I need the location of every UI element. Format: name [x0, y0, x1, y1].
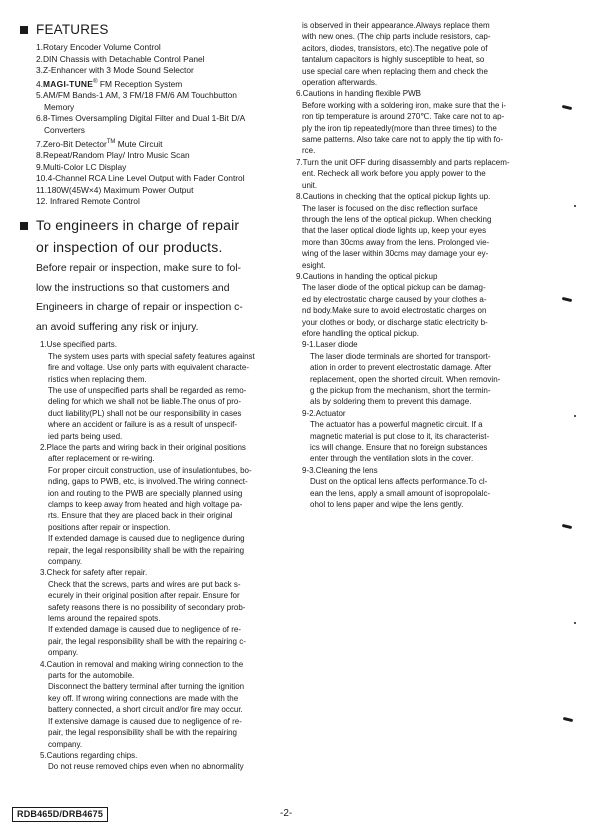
- left-column: [18, 22, 290, 773]
- safety-item-line: operation afterwards.: [302, 78, 378, 88]
- safety-item-line: duct liability(PL) shall not be our responsibility in cases: [48, 408, 242, 418]
- safety-item-line: key off. If wrong wiring connections are made with the: [48, 693, 239, 703]
- sub-item-line: ics will change. Ensure that no foreign substances: [310, 443, 488, 453]
- safety-item-line: tantalum capacitors is highly susceptible to heat, so: [302, 55, 485, 65]
- feature-text: Zero-Bit Detector: [43, 138, 107, 149]
- feature-number: 4.: [36, 78, 43, 89]
- feature-item: [18, 113, 290, 125]
- engineers-intro: [18, 261, 290, 336]
- safety-item-heading: 4.Caution in removal and making wiring connection to the: [40, 659, 244, 669]
- intro-line: Engineers in charge of repair or inspection c-: [36, 302, 243, 314]
- feature-item: [18, 196, 290, 208]
- safety-item-line: ed by electrostatic charge caused by your clothes a-: [302, 294, 487, 304]
- safety-item-line: same patterns. Also take care not to apply the tip with fo-: [302, 135, 503, 145]
- safety-item-line: unit.: [302, 180, 318, 190]
- feature-text: FM Reception System: [97, 78, 183, 89]
- sub-item-line: g the pickup from the mechanism, short the termin-: [310, 386, 491, 395]
- safety-item-line: ion and routing to the PWB are specially planned using: [48, 488, 243, 498]
- feature-text: Rotary Encoder Volume Control: [43, 42, 161, 52]
- sub-item-line: The actuator has a powerful magnetic circuit. If a: [310, 420, 483, 430]
- safety-item-heading: 2.Place the parts and wiring back in their original positions: [40, 442, 246, 452]
- safety-item-line: after replacement or re-wiring.: [48, 454, 155, 464]
- safety-item-line: Do not reuse removed chips even when no abnormality: [48, 762, 244, 772]
- safety-item-line: company.: [48, 739, 83, 749]
- safety-item-heading: 8.Cautions in checking that the optical pickup lights up.: [296, 192, 491, 202]
- feature-text: DIN Chassis with Detachable Control Panel: [43, 53, 205, 64]
- safety-item-line: pair, the legal responsibility shall be with the repairing c-: [48, 636, 246, 646]
- engineers-title-line2: or inspection of our products.: [36, 238, 223, 255]
- safety-item: [18, 567, 290, 658]
- safety-item-line: is observed in their appearance.Always replace them: [302, 21, 490, 30]
- safety-item-line: more than 30cms away from the lens. Prolonged vie-: [302, 237, 490, 247]
- safety-item: [18, 750, 290, 773]
- right-safety-items: [296, 20, 568, 510]
- sub-item-line: als by soldering them to prevent this damage.: [310, 397, 472, 407]
- feature-number: 8.: [36, 149, 43, 160]
- safety-item-line: ecurely in their original position after repair. Ensure for: [48, 591, 240, 601]
- bullet-square-icon: [20, 222, 28, 230]
- safety-item-line: fire and voltage. Use only parts with equivalent characte-: [48, 363, 249, 373]
- safety-item-line: For proper circuit construction, use of insulationtubes, bo-: [48, 465, 252, 475]
- magi-tune-logo: MAGI-TUNE: [43, 78, 94, 89]
- feature-item: [18, 150, 290, 162]
- safety-item-line: efore handling the optical pickup.: [302, 328, 419, 338]
- safety-item-line: ristics when replacing them.: [48, 374, 147, 384]
- sub-item-heading: 9-1.Laser diode: [302, 340, 358, 350]
- safety-item-line: through the lens of the optical pickup. When checking: [302, 214, 492, 224]
- safety-item: [296, 339, 568, 407]
- safety-item-line: with new ones. (The chip parts include resistors, cap-: [302, 32, 491, 42]
- safety-item-line: rts. Ensure that they are placed back in their original: [48, 511, 233, 521]
- sub-item-line: ation in order to prevent electrostatic damage. After: [310, 363, 492, 373]
- feature-item: [18, 137, 290, 150]
- feature-number: 12.: [36, 196, 48, 207]
- trademark-mark: TM: [106, 138, 116, 145]
- registered-mark: ®: [93, 78, 98, 85]
- features-list: [18, 42, 290, 208]
- features-heading: [18, 22, 290, 38]
- safety-item-line: Before working with a soldering iron, make sure that the i-: [302, 100, 507, 110]
- safety-item-heading: 3.Check for safety after repair.: [40, 568, 148, 578]
- sub-item-line: magnetic material is put close to it, its characterist-: [310, 431, 490, 441]
- feature-text: Infrared Remote Control: [47, 196, 140, 207]
- safety-item-line: company.: [48, 557, 83, 566]
- sub-item-heading: 9-3.Cleaning the lens: [302, 465, 378, 475]
- bullet-square-icon: [20, 26, 28, 34]
- scan-dot: [574, 415, 576, 417]
- safety-item: [296, 408, 568, 465]
- safety-item-line: where an accident or failure is as a result of unspecif-: [48, 420, 237, 430]
- safety-item-line: rce.: [302, 146, 316, 156]
- safety-item: [296, 157, 568, 191]
- safety-item-line: The system uses parts with special safety features against: [48, 351, 255, 361]
- safety-item-line: safety reasons there is no possibility of secondary prob-: [48, 602, 246, 612]
- safety-item: [18, 442, 290, 567]
- feature-text-after: Mute Circuit: [115, 138, 163, 149]
- left-safety-items: [18, 339, 290, 772]
- feature-text: 8-Times Oversampling Digital Filter and Dual 1-Bit D/A: [43, 113, 246, 124]
- safety-item-line: If extensive damage is caused due to negligence of re-: [48, 716, 242, 726]
- feature-number: 6.: [36, 113, 43, 124]
- safety-item-line: acitors, diodes, transistors, etc).The negative pole of: [302, 43, 488, 53]
- feature-continuation: [18, 125, 290, 137]
- feature-number: 5.: [36, 90, 43, 101]
- feature-text: 180W(45W×4) Maximum Power Output: [47, 184, 194, 195]
- safety-item-line: ron tip temperature is around 270℃. Take care not to ap-: [302, 112, 505, 122]
- safety-item-line: ent. Recheck all work before you apply power to the: [302, 169, 486, 179]
- safety-item-line: that the laser optical diode lights up, keep your eyes: [302, 226, 487, 236]
- safety-item-line: nding, gaps to PWB, etc, is involved.The wiring connect-: [48, 477, 248, 487]
- safety-item: [18, 339, 290, 442]
- safety-item-line: The laser diode of the optical pickup can be damag-: [302, 283, 486, 293]
- feature-text: 4-Channel RCA Line Level Output with Fader Control: [47, 173, 245, 184]
- feature-number: 2.: [36, 53, 43, 64]
- safety-item-line: ply the iron tip repeatedly(more than three times) to the: [302, 123, 497, 133]
- safety-item-line: battery connected, a short circuit and/or fire may occur.: [48, 705, 243, 715]
- sub-item-line: ean the lens, apply a small amount of isopropolalc-: [310, 488, 491, 498]
- right-column: [296, 20, 568, 510]
- safety-item-line: repair, the legal responsibility shall be with the repairing: [48, 545, 245, 555]
- safety-item: [296, 271, 568, 339]
- feature-number: 11.: [36, 184, 48, 195]
- scan-mark: [562, 524, 572, 529]
- safety-item-line: ompany.: [48, 648, 79, 658]
- feature-item: [18, 42, 290, 54]
- safety-item-line: If extended damage is caused due to negligence of re-: [48, 625, 242, 635]
- intro-line: low the instructions so that customers and: [36, 282, 230, 294]
- sub-item-line: enter through the ventilation slots in the cover.: [310, 454, 474, 464]
- safety-item: [296, 465, 568, 511]
- safety-item-heading: 7.Turn the unit OFF during disassembly and parts replacem-: [296, 157, 510, 167]
- feature-text: Repeat/Random Play/ Intro Music Scan: [43, 149, 190, 160]
- features-title: FEATURES: [36, 22, 109, 37]
- feature-item: [18, 162, 290, 174]
- safety-item-line: parts for the automobile.: [48, 671, 135, 681]
- safety-item-line: your clothes or body, or discharge static electricity b-: [302, 317, 488, 327]
- feature-number: 1.: [36, 42, 43, 52]
- safety-item-line: positions after repair or inspection.: [48, 522, 171, 532]
- safety-item-line: clamps to keep away from heated and high voltage pa-: [48, 499, 243, 509]
- feature-number: 3.: [36, 65, 43, 76]
- safety-item-line: use special care when replacing them and check the: [302, 66, 488, 76]
- scan-dot: [574, 205, 576, 207]
- safety-item: [296, 88, 568, 156]
- feature-item: [18, 185, 290, 197]
- model-number-box: RDB465D/DRB4675: [12, 807, 108, 822]
- safety-item-line: nd body.Make sure to avoid electrostatic charges on: [302, 306, 487, 316]
- sub-item-line: replacement, open the shorted circuit. When removin-: [310, 374, 501, 384]
- safety-item-heading: 1.Use specified parts.: [40, 340, 117, 350]
- page-number: -2-: [280, 808, 293, 819]
- engineers-title-line1: To engineers in charge of repair: [36, 216, 240, 233]
- safety-item-line: deling for which we shall not be liable.The onus of pro-: [48, 397, 241, 407]
- safety-item-heading: 9.Cautions in handing the optical pickup: [296, 271, 438, 281]
- safety-item-heading: 6.Cautions in handing flexible PWB: [296, 89, 421, 99]
- safety-item: [18, 659, 290, 750]
- sub-item-heading: 9-2.Actuator: [302, 408, 346, 418]
- safety-item-line: If extended damage is caused due to negligence during: [48, 534, 245, 544]
- feature-number: 7.: [36, 138, 43, 149]
- intro-line: an avoid suffering any risk or injury.: [36, 321, 199, 333]
- safety-item: [296, 20, 568, 88]
- safety-item-line: ied parts being used.: [48, 431, 123, 441]
- feature-cont-text: Converters: [44, 124, 85, 135]
- safety-item-heading: 5.Cautions regarding chips.: [40, 750, 138, 760]
- sub-item-line: Dust on the optical lens affects performance.To cl-: [310, 477, 488, 487]
- feature-item: [18, 90, 290, 102]
- feature-item: [18, 65, 290, 77]
- safety-item-line: wing of the laser within 30cms may damage your ey-: [302, 249, 489, 259]
- feature-text: AM/FM Bands-1 AM, 3 FM/18 FM/6 AM Touchbutton: [43, 90, 237, 101]
- safety-item-line: The use of unspecified parts shall be regarded as remo-: [48, 385, 247, 395]
- scan-mark: [563, 717, 573, 722]
- sub-item-line: ohol to lens paper and wipe the lens gently.: [310, 500, 464, 510]
- safety-item-line: Disconnect the battery terminal after turning the ignition: [48, 682, 245, 692]
- feature-continuation: [18, 102, 290, 114]
- safety-item-line: esight.: [302, 260, 326, 270]
- safety-item-line: Check that the screws, parts and wires are put back s-: [48, 579, 241, 589]
- feature-item: [18, 54, 290, 66]
- scan-dot: [574, 622, 576, 624]
- engineers-heading: [18, 216, 290, 257]
- feature-text: Multi-Color LC Display: [43, 161, 127, 172]
- sub-item-line: The laser diode terminals are shorted for transport-: [310, 351, 491, 361]
- feature-item: [18, 77, 290, 90]
- feature-text: Z-Enhancer with 3 Mode Sound Selector: [43, 65, 194, 76]
- feature-number: 10.: [36, 173, 48, 184]
- safety-item-line: pair, the legal responsibility shall be with the repairing: [48, 728, 237, 738]
- safety-item-line: lems around the repaired spots.: [48, 614, 161, 624]
- safety-item-line: The laser is focused on the disc reflection surface: [302, 203, 478, 213]
- feature-number: 9.: [36, 161, 43, 172]
- intro-line: Before repair or inspection, make sure to fol-: [36, 262, 242, 274]
- feature-cont-text: Memory: [44, 101, 75, 112]
- feature-item: [18, 173, 290, 185]
- safety-item: [296, 191, 568, 271]
